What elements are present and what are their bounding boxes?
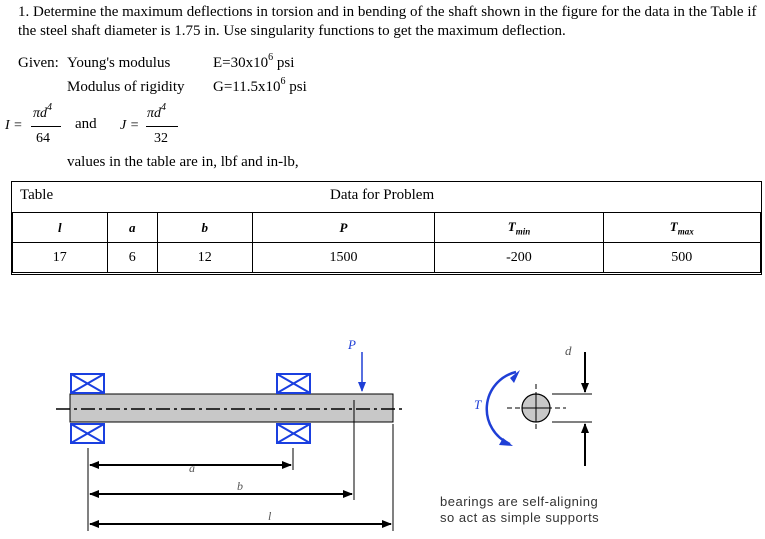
- header-p-text: P: [339, 219, 348, 235]
- right-bearing-bottom: [277, 424, 310, 443]
- dim-a-label: a: [189, 461, 195, 475]
- formula-j-exponent: 4: [161, 102, 167, 113]
- cell-tmin: -200: [435, 243, 603, 273]
- header-b-text: b: [201, 219, 209, 235]
- cell-a: 6: [107, 243, 157, 273]
- load-p-label: P: [348, 337, 356, 352]
- header-a: [107, 213, 157, 243]
- data-table: [11, 181, 762, 275]
- header-b: [158, 213, 253, 243]
- units-note: values in the table are in, lbf and in-lb,: [67, 154, 299, 170]
- header-tmin-sub: min: [515, 226, 531, 237]
- cell-l: 17: [13, 243, 108, 273]
- formula-i-fraction-bar: [31, 126, 61, 127]
- rigidity-exponent: 6: [280, 76, 286, 87]
- header-l: [13, 213, 108, 243]
- header-tmax: [603, 213, 760, 243]
- rigidity-label: Modulus of rigidity: [67, 79, 185, 95]
- dim-b-label: b: [237, 479, 243, 493]
- youngs-modulus-label: Young's modulus: [67, 55, 171, 71]
- formula-j-numerator: [147, 102, 167, 122]
- formula-i-lhs: I =: [5, 118, 23, 133]
- header-tmin: [435, 213, 603, 243]
- table-header-row: [13, 213, 761, 243]
- problem-statement: 1. Determine the maximum deflections in torsion and in bending of the shaft shown in the figure for the data in the Table if the steel shaft diameter is 1.75 in. Use singularity functions to get the maximum deflection.: [18, 4, 757, 39]
- formula-and: and: [75, 116, 97, 132]
- dim-l-label: l: [268, 509, 272, 523]
- header-tmax-sub: max: [677, 226, 694, 237]
- formula-i-denominator: 64: [36, 131, 50, 146]
- given-label: Given:: [18, 55, 59, 71]
- table-label: Table: [20, 187, 54, 203]
- formula-j-num-text: πd: [147, 106, 162, 121]
- cell-b: 12: [158, 243, 253, 273]
- cell-p: 1500: [252, 243, 435, 273]
- left-bearing-bottom: [71, 424, 104, 443]
- torque-label: T: [474, 397, 482, 412]
- header-tmax-text: T: [669, 218, 678, 234]
- youngs-value-text: E=30x10: [213, 55, 269, 71]
- youngs-unit: psi: [276, 55, 295, 71]
- header-a-text: a: [129, 219, 136, 235]
- formula-j-lhs: J =: [120, 118, 140, 133]
- youngs-modulus-value: [213, 52, 295, 72]
- formula-i-num-text: πd: [33, 106, 48, 121]
- rigidity-value-text: G=11.5x10: [213, 79, 281, 95]
- right-bearing-top: [277, 374, 310, 393]
- shaft-body: [70, 394, 393, 422]
- bearing-note-line1: bearings are self-aligning: [440, 494, 599, 509]
- formula-j-fraction-bar: [146, 126, 178, 127]
- diameter-label: d: [565, 343, 572, 358]
- table-row: [13, 243, 761, 273]
- data-grid: [12, 212, 761, 273]
- table-title: Data for Problem: [330, 187, 435, 203]
- youngs-exponent: 6: [268, 52, 274, 63]
- left-bearing-top: [71, 374, 104, 393]
- formula-j-denominator: 32: [154, 131, 168, 146]
- rigidity-value: [213, 76, 307, 96]
- bearing-note-line2: so act as simple supports: [440, 510, 600, 525]
- formula-i-numerator: [33, 102, 53, 122]
- header-l-text: l: [57, 219, 62, 235]
- rigidity-unit: psi: [289, 79, 307, 95]
- shaft-figure: [0, 330, 765, 539]
- header-p: [252, 213, 435, 243]
- cell-tmax: 500: [603, 243, 760, 273]
- formula-i-exponent: 4: [47, 102, 53, 113]
- header-tmin-text: T: [507, 218, 516, 234]
